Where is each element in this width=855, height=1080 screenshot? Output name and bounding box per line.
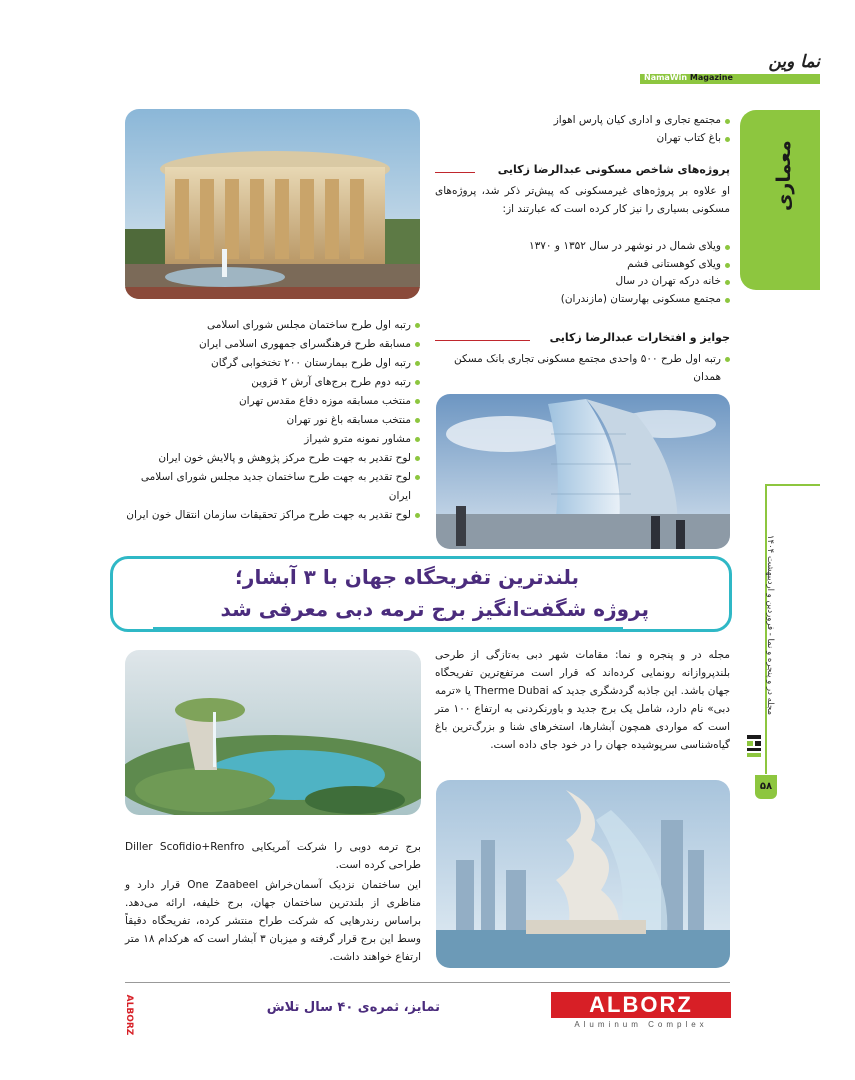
- tower-render-photo: [436, 780, 730, 968]
- list-item: رتبه دوم طرح برج‌های آرش ۲ قزوین: [125, 373, 420, 392]
- feature-para-1: مجله در و پنجره و نما: مقامات شهر دبی به‌تازگی از طرحی بلندپروازانه رونمایی کرده‌اند که قرار است مرتفع‌ترین تفریحگاه جهان باشد. این جاذبه گردشگری جدید که Therme Dubai یا «ترمه دبی» نام دارد، شامل یک برج جدید و باورنکردنی به ارتفاع ۱۰۰ متر است که مواردی همچون آبشارها، استخرهای شنا و بزرگ‌ترین باغ گیاه‌شناسی سرپوشیده جهان را در خود جای داده است.: [435, 649, 730, 751]
- side-info-text: مجله در و پنجره و نما - فروردین و اردیبهشت ۱۴۰۴: [765, 534, 775, 715]
- list-item: لوح تقدیر به جهت طرح مرکز پژوهش و پالایش خون ایران: [125, 449, 420, 468]
- section-tab: [740, 110, 820, 290]
- awards-heading: جوایز و افتخارات عبدالرضا زکایی: [549, 331, 730, 344]
- feature-para-3: این ساختمان نزدیک آسمان‌خراش One Zaabeel قرار دارد و مناظری از بلندترین ساختمان جهان، برج خلیفه، ارائه می‌دهد. براساس رندرهایی که شرکت طراح منتشر کرده، تفریحگاه دقیقاً وسط این برج قرار گرفته و میزبان ۳ آبشار است که هرکدام ۱۸ متر ارتفاع خواهند داشت.: [125, 879, 421, 963]
- footer-slogan: تمایز، ثمره‌ی ۴۰ سال تلاش: [266, 1000, 440, 1015]
- aerial-render-photo: [125, 650, 421, 815]
- list-item: لوح تقدیر به جهت طرح ساختمان جدید مجلس شورای اسلامی ایران: [125, 468, 420, 506]
- feature-para-2: برج ترمه دوبی را شرکت آمریکایی Diller Scofidio+Renfro طراحی کرده است.: [125, 841, 421, 871]
- residential-intro: او علاوه بر پروژه‌های غیرمسکونی که پیش‌تر ذکر شد، پروژه‌های مسکونی بسیاری را نیز کار کرده است که عبارتند از:: [435, 185, 730, 215]
- list-item: باغ کتاب تهران: [440, 130, 730, 148]
- heading-divider: [435, 340, 530, 341]
- city-theater-photo: [125, 109, 420, 299]
- list-item: رتبه اول طرح ساختمان مجلس شورای اسلامی: [125, 316, 420, 335]
- feature-title-line1: بلندترین تفریحگاه جهان با ۳ آبشار؛: [234, 565, 579, 589]
- footer-divider: [125, 982, 730, 983]
- glass-building-photo: [436, 394, 730, 549]
- awards-heading-row: [435, 331, 730, 349]
- list-item: ویلای شمال در نوشهر در سال ۱۳۵۲ و ۱۳۷۰: [440, 238, 730, 256]
- list-item: مجتمع مسکونی بهارستان (مازندران): [440, 291, 730, 309]
- alborz-brand: ALBORZ: [551, 992, 731, 1018]
- alborz-logo: [551, 992, 731, 1032]
- footer-vertical-brand: ALBORZ: [124, 994, 134, 1036]
- feature-title-line2: پروژه شگفت‌انگیز برج ترمه دبی معرفی شد: [220, 597, 649, 621]
- feature-title-underline: [153, 627, 623, 629]
- alborz-sub: Aluminum Complex: [574, 1020, 708, 1029]
- heading-divider: [435, 172, 475, 173]
- list-item: ویلای کوهستانی فشم: [440, 256, 730, 274]
- awards-list: [125, 316, 420, 525]
- side-logo-icon: [745, 735, 763, 757]
- list-item: لوح تقدیر به جهت طرح مراکز تحقیقات سازمان انتقال خون ایران: [125, 506, 420, 525]
- residential-heading: پروژه‌های شاخص مسکونی عبدالرضا زکایی: [497, 163, 730, 176]
- list-item: مسابقه طرح فرهنگسرای جمهوری اسلامی ایران: [125, 335, 420, 354]
- feature-title-box: [110, 556, 732, 632]
- page-number: ۵۸: [759, 781, 773, 792]
- list-item: مجتمع تجاری و اداری کیان پارس اهواز: [440, 112, 730, 130]
- logo-sub: NamaWin: [644, 73, 688, 82]
- page-number-badge: [755, 775, 777, 799]
- section-tab-label: معماری: [773, 140, 795, 211]
- list-item: رتبه اول طرح ۵۰۰ واحدی مجتمع مسکونی تجاری بانک مسکن همدان: [435, 350, 730, 386]
- residential-list: [440, 238, 730, 308]
- top-list: [440, 112, 730, 147]
- magazine-logo: [640, 54, 820, 84]
- logo-mag: Magazine: [689, 73, 733, 82]
- list-item: منتخب مسابقه موزه دفاع مقدس تهران: [125, 392, 420, 411]
- list-item: خانه درکه تهران در سال: [440, 273, 730, 291]
- list-item: منتخب مسابقه باغ نور تهران: [125, 411, 420, 430]
- list-item: رتبه اول طرح بیمارستان ۲۰۰ تختخوابی گرگان: [125, 354, 420, 373]
- logo-text: نما وین: [768, 52, 820, 72]
- list-item: مشاور نمونه مترو شیراز: [125, 430, 420, 449]
- residential-heading-row: [435, 163, 730, 181]
- awards-first-list: [435, 350, 730, 386]
